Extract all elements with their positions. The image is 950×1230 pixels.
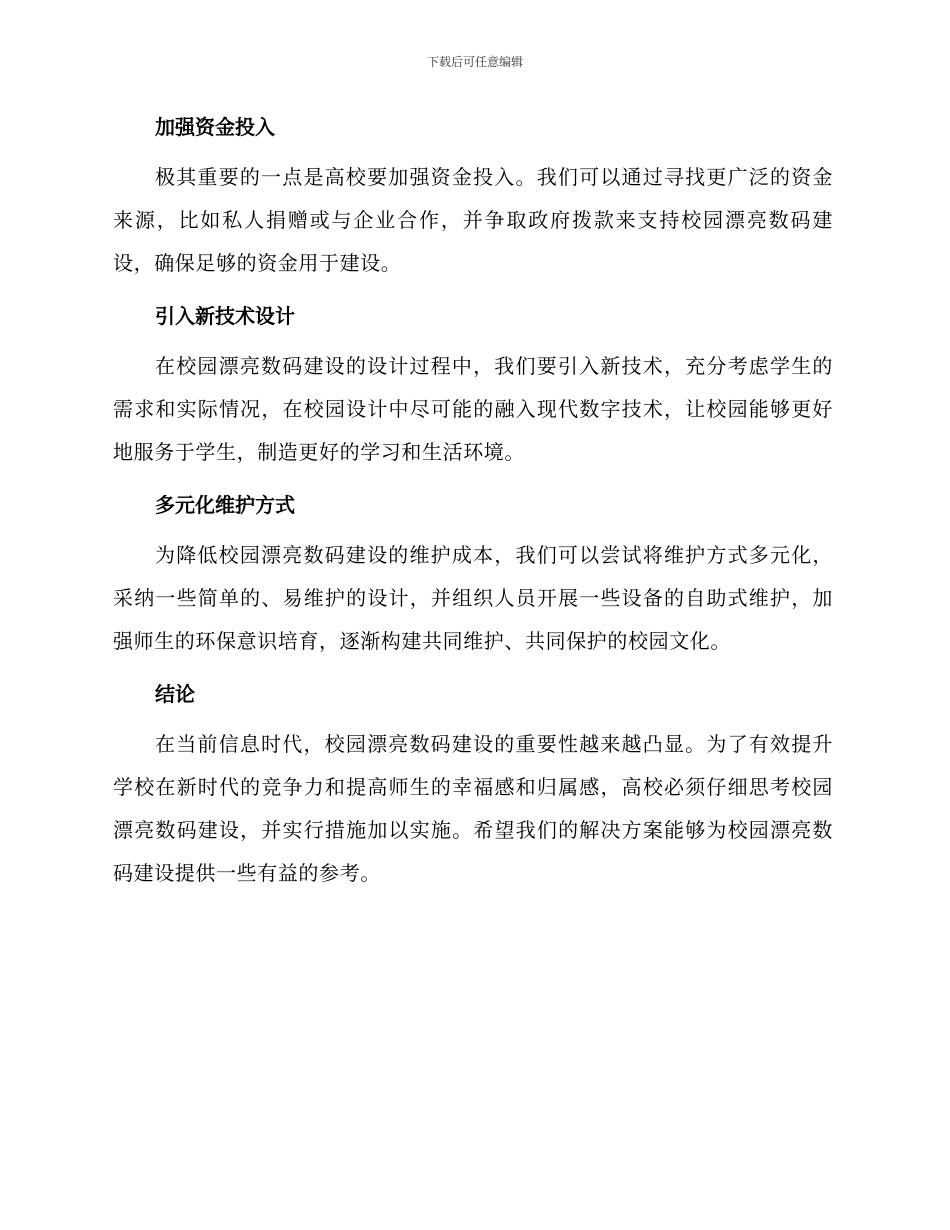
section-paragraph: 为降低校园漂亮数码建设的维护成本，我们可以尝试将维护方式多元化，采纳一些简单的、易维护的设计，并组织人员开展一些设备的自助式维护，加强师生的环保意识培育，逐渐构建共同维护、共同保护的校园文化。 (113, 543, 833, 653)
section-conclusion (113, 673, 833, 895)
section-heading: 引入新技术设计 (155, 304, 295, 328)
section-new-technology (113, 295, 833, 474)
section-heading: 加强资金投入 (155, 115, 275, 139)
document-body (113, 106, 833, 905)
section-heading: 多元化维护方式 (155, 493, 295, 517)
section-heading: 结论 (155, 682, 195, 706)
section-paragraph: 在当前信息时代，校园漂亮数码建设的重要性越来越凸显。为了有效提升学校在新时代的竞争力和提高师生的幸福感和归属感，高校必须仔细思考校园漂亮数码建设，并实行措施加以实施。希望我们的解决方案能够为校园漂亮数码建设提供一些有益的参考。 (113, 732, 833, 885)
section-maintenance (113, 484, 833, 663)
page-header: 下载后可任意编辑 (426, 55, 523, 69)
section-paragraph: 极其重要的一点是高校要加强资金投入。我们可以通过寻找更广泛的资金来源，比如私人捐赠或与企业合作，并争取政府拨款来支持校园漂亮数码建设，确保足够的资金用于建设。 (113, 165, 833, 275)
section-paragraph: 在校园漂亮数码建设的设计过程中，我们要引入新技术，充分考虑学生的需求和实际情况，在校园设计中尽可能的融入现代数字技术，让校园能够更好地服务于学生，制造更好的学习和生活环境。 (113, 354, 833, 464)
section-funding (113, 106, 833, 285)
